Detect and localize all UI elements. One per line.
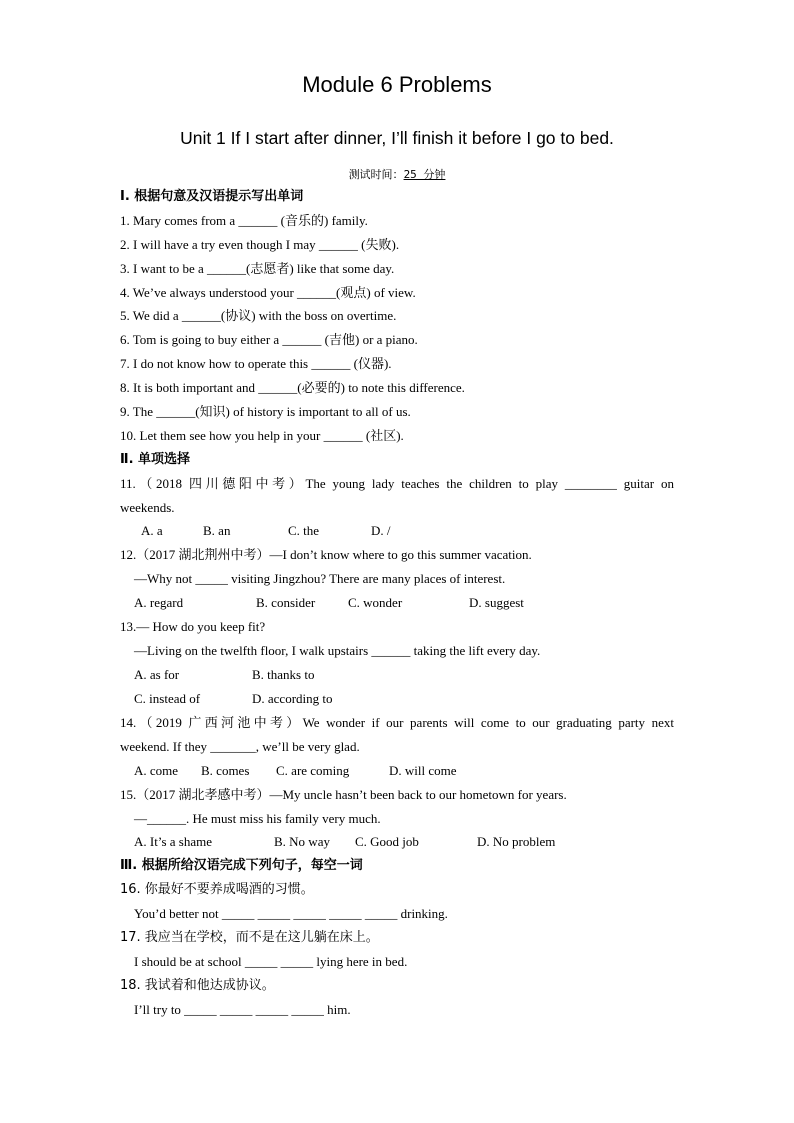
question-11-stem: 11.（2018 四川德阳中考）The young lady teaches the children to play ________ guitar on [120,476,674,491]
q12-option-b: B. consider [256,595,316,610]
test-time-label: 测试时间： [348,168,404,181]
q12-option-a: A. regard [134,595,184,610]
question-2: 2. I will have a try even though I may ______ (失败). [120,237,400,252]
unit-title: Unit 1 If I start after dinner, I’ll finish it before I go to bed. [180,128,614,148]
q11-option-d: D. / [371,523,391,538]
q12-option-d: D. suggest [469,595,524,610]
question-7: 7. I do not know how to operate this ______ (仪器). [120,356,392,371]
q13-option-b: B. thanks to [252,667,315,682]
q15-option-c: C. Good job [355,834,419,849]
question-6: 6. Tom is going to buy either a ______ (吉他) or a piano. [120,332,418,347]
q13-option-a: A. as for [134,667,180,682]
question-15-stem: 15.（2017 湖北孝感中考）—My uncle hasn’t been back to our hometown for years. [120,787,567,802]
question-13-stem: 13.— How do you keep fit? [120,619,266,634]
q14-option-b: B. comes [201,763,250,778]
q11-option-c: C. the [288,523,320,538]
q14-option-c: C. are coming [276,763,350,778]
q15-option-a: A. It’s a shame [134,834,212,849]
q13-option-c: C. instead of [134,691,201,706]
section1-heading: Ⅰ. 根据句意及汉语提示写出单词 [120,189,304,204]
question-17-english: I should be at school _____ _____ lying here in bed. [134,954,408,969]
question-4: 4. We’ve always understood your ______(观点) of view. [120,285,416,300]
q14-option-a: A. come [134,763,179,778]
question-11-stem-cont: weekends. [120,500,175,515]
question-16-chinese: 16. 你最好不要养成喝酒的习惯。 [120,882,314,897]
test-time [0,166,794,182]
q11-option-b: B. an [203,523,231,538]
question-17-chinese: 17. 我应当在学校，而不是在这儿躺在床上。 [120,930,379,945]
question-8: 8. It is both important and ______(必要的) to note this difference. [120,380,465,395]
test-time-value: 25 分钟 [403,168,446,181]
q13-option-d: D. according to [252,691,333,706]
q15-option-b: B. No way [274,834,330,849]
question-12-stem-cont: —Why not _____ visiting Jingzhou? There are many places of interest. [134,571,506,586]
question-10: 10. Let them see how you help in your ______ (社区). [120,428,404,443]
question-5: 5. We did a ______(协议) with the boss on overtime. [120,308,397,323]
section3-heading: Ⅲ. 根据所给汉语完成下列句子，每空一词 [120,858,363,873]
question-12-stem: 12.（2017 湖北荆州中考）—I don’t know where to go this summer vacation. [120,547,532,562]
question-16-english: You’d better not _____ _____ _____ _____ _____ drinking. [134,906,448,921]
section2-heading: Ⅱ. 单项选择 [120,452,191,467]
q12-option-c: C. wonder [348,595,403,610]
question-14-stem-cont: weekend. If they _______, we’ll be very glad. [120,739,360,754]
question-18-english: I’ll try to _____ _____ _____ _____ him. [134,1002,351,1017]
question-3: 3. I want to be a ______(志愿者) like that some day. [120,261,395,276]
q14-option-d: D. will come [389,763,457,778]
q11-option-a: A. a [141,523,163,538]
question-18-chinese: 18. 我试着和他达成协议。 [120,978,275,993]
question-15-stem-cont: —______. He must miss his family very much. [134,811,381,826]
question-14-stem: 14.（2019 广西河池中考）We wonder if our parents will come to our graduating party next [120,715,674,730]
question-9: 9. The ______(知识) of history is important to all of us. [120,404,411,419]
page-title: Module 6 Problems [302,72,492,97]
q15-option-d: D. No problem [477,834,556,849]
question-1: 1. Mary comes from a ______ (音乐的) family. [120,213,368,228]
question-13-stem-cont: —Living on the twelfth floor, I walk upstairs ______ taking the lift every day. [134,643,541,658]
